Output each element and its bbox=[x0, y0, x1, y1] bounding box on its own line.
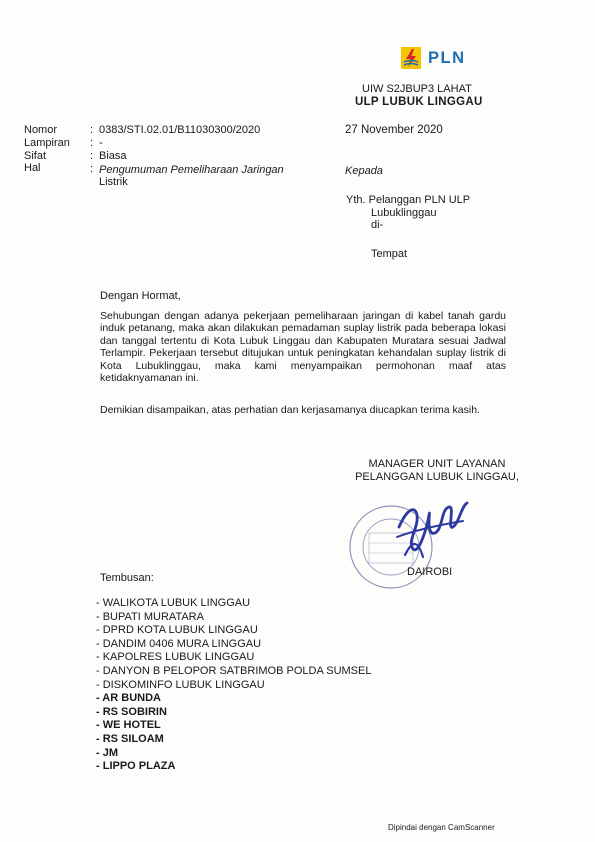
list-item: - AR BUNDA bbox=[96, 692, 161, 705]
unit-line-1: UIW S2JBUP3 LAHAT bbox=[362, 83, 472, 95]
list-item: - RS SILOAM bbox=[96, 732, 164, 745]
meta-value-sifat: Biasa bbox=[99, 150, 127, 162]
tembusan-list bbox=[96, 597, 371, 774]
scanner-footer: Dipindai dengan CamScanner bbox=[388, 823, 495, 832]
meta-colon: : bbox=[90, 150, 94, 162]
unit-line-2: ULP LUBUK LINGGAU bbox=[355, 96, 483, 108]
meta-label-nomor: Nomor bbox=[24, 124, 58, 136]
kepada-label: Kepada bbox=[345, 165, 383, 177]
handwritten-signature-icon bbox=[393, 497, 471, 563]
list-item: - WE HOTEL bbox=[96, 719, 161, 732]
signature-title bbox=[345, 458, 529, 484]
meta-colon: : bbox=[90, 137, 94, 149]
list-item: - WALIKOTA LUBUK LINGGAU bbox=[96, 597, 251, 609]
list-item: - DANYON B PELOPOR SATBRIMOB POLDA SUMSEL bbox=[96, 664, 372, 677]
meta-value-lampiran: - bbox=[99, 137, 103, 149]
meta-value-nomor: 0383/STI.02.01/B11030300/2020 bbox=[99, 124, 261, 136]
tembusan-label: Tembusan: bbox=[100, 572, 154, 584]
list-item: - LIPPO PLAZA bbox=[96, 760, 176, 773]
recipient-block bbox=[346, 194, 470, 232]
body-paragraph-1: Sehubungan dengan adanya pekerjaan pemeliharaan jaringan di kabel tanah gardu induk petanang, maka akan dilakukan pemadaman suplay listrik pada beberapa lokasi dan tanggal tertentu di Kota Lubuk Linggau dan Kabupaten Muratara sesuai Jadwal Terlampir. Pekerjaan tersebut ditujukan untuk peningkatan kehandalan suplay listrik di Kota Lubuklinggau, maka kami menyampaikan permohonan maaf atas ketidaknyamanan ini. bbox=[100, 310, 506, 385]
logo-text: PLN bbox=[428, 48, 466, 67]
meta-label-lampiran: Lampiran bbox=[24, 137, 70, 149]
signatory-name: DAIROBI bbox=[407, 566, 453, 578]
list-item: - DISKOMINFO LUBUK LINGGAU bbox=[96, 678, 265, 691]
meta-label-sifat: Sifat bbox=[24, 150, 47, 162]
signature-title-line-2: PELANGGAN LUBUK LINGGAU, bbox=[355, 471, 519, 483]
meta-colon: : bbox=[90, 163, 94, 175]
signature-title-line-1: MANAGER UNIT LAYANAN bbox=[368, 458, 506, 470]
pln-logo bbox=[401, 47, 466, 69]
greeting: Dengan Hormat, bbox=[100, 290, 181, 302]
list-item: - JM bbox=[96, 746, 118, 759]
meta-value-hal-line2: Listrik bbox=[99, 176, 128, 188]
list-item: - RS SOBIRIN bbox=[96, 705, 167, 718]
list-item: - BUPATI MURATARA bbox=[96, 610, 204, 623]
meta-value-hal-line1: Pengumuman Pemeliharaan Jaringan bbox=[99, 164, 284, 176]
recipient-line-2: Lubuklinggau bbox=[371, 206, 437, 219]
list-item: - DPRD KOTA LUBUK LINGGAU bbox=[96, 624, 258, 637]
recipient-tempat: Tempat bbox=[371, 248, 408, 260]
meta-label-hal: Hal bbox=[24, 162, 41, 174]
letter-date: 27 November 2020 bbox=[345, 124, 443, 136]
recipient-line-3: di- bbox=[371, 219, 384, 231]
body-paragraph-2: Demikian disampaikan, atas perhatian dan kerjasamanya diucapkan terima kasih. bbox=[100, 404, 480, 416]
meta-colon: : bbox=[90, 124, 94, 136]
pln-lightning-icon bbox=[401, 47, 421, 69]
list-item: - DANDIM 0406 MURA LINGGAU bbox=[96, 637, 262, 650]
list-item: - KAPOLRES LUBUK LINGGAU bbox=[96, 651, 255, 664]
recipient-line-1: Yth. Pelanggan PLN ULP bbox=[346, 194, 471, 206]
